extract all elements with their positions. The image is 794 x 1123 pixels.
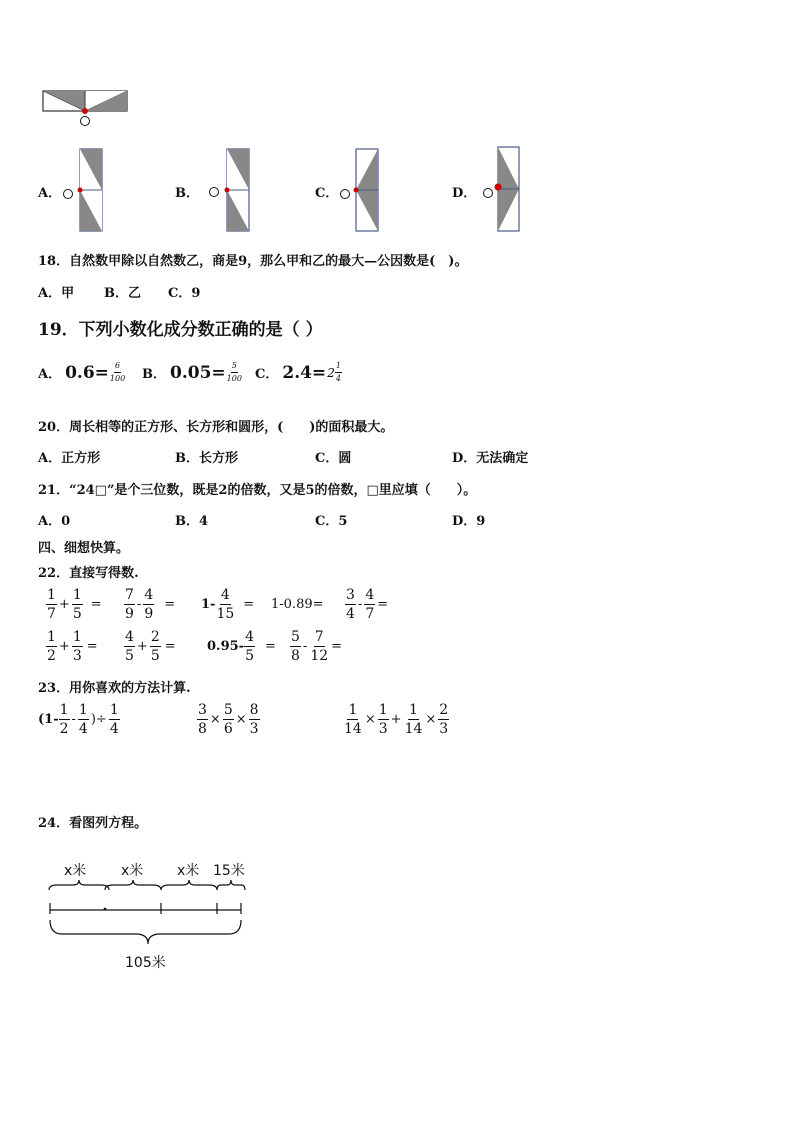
q17-original-figure [38,88,134,130]
q17-option-d-figure [478,144,528,236]
q19-a-label: A． [38,367,62,382]
q23-e2: $\frac{3}{8}$ × $\frac{5}{6}$ × $\frac{8}{3}$ [198,702,259,737]
q17-option-a-figure [60,146,110,236]
q18-option-b[interactable]: B．乙 [104,286,141,301]
q20-option-a[interactable]: A．正方形 [38,451,101,466]
q23-e1: (1- $\frac{1}{2}$ - $\frac{1}{4}$ )÷ $\frac{1}{4}$ [38,702,119,737]
q18-option-a[interactable]: A．甲 [38,286,75,301]
q17-option-c-label[interactable]: C． [315,186,339,201]
q22-r1-e3: 1- $\frac{4}{15}$ = [201,587,255,622]
q24-label-4: 15米 [213,863,245,879]
q20-option-b[interactable]: B．长方形 [175,451,238,466]
q17-option-c-figure [336,146,386,236]
q21-option-d[interactable]: D．9 [452,514,486,529]
q23-e3: $\frac{1}{14}$ × $\frac{1}{3}$ + $\frac{1}{14}$ × $\frac{2}{3}$ [344,702,449,737]
q17-option-b-label[interactable]: B． [175,186,199,201]
q19-b-label: B． [142,367,166,382]
q19-c-label: C． [255,367,279,382]
q21-question: 21．“24□”是个三位数，既是2的倍数，又是5的倍数，□里应填（ ）。 [38,483,477,498]
q20-option-d[interactable]: D．无法确定 [452,451,529,466]
q19-c-whole: 2 [327,365,335,380]
q24-title: 24．看图列方程。 [38,816,148,831]
q19-c-value: 2.4= [282,362,327,383]
q24-total-label: 105米 [125,955,166,971]
q22-r1-e1: $\frac{1}{7}$ + $\frac{1}{5}$ = [47,587,102,622]
q17-option-b-figure [205,146,255,236]
q22-r2-e1: $\frac{1}{2}$ + $\frac{1}{3}$ = [47,629,98,664]
q24-label-3: x米 [177,863,200,879]
q21-option-c[interactable]: C．5 [315,514,348,529]
q22-r2-e3: 0.95- $\frac{4}{5}$ = [207,629,276,664]
q19-question: 19．下列小数化成分数正确的是（ ） [38,320,323,340]
q24-segment-diagram [44,876,254,952]
q18-option-c[interactable]: C．9 [168,286,201,301]
q19-a-value: 0.6= [65,362,109,383]
q19-option-a[interactable] [38,362,126,383]
q23-title: 23．用你喜欢的方法计算. [38,681,191,696]
q22-r1-e4: 1-0.89= [271,597,324,612]
section-4-title: 四、细想快算。 [38,541,130,556]
q17-option-a-label[interactable]: A． [38,186,62,201]
q19-b-value: 0.05= [170,362,226,383]
q22-title: 22．直接写得数. [38,566,139,581]
q24-label-2: x米 [121,863,144,879]
q17-option-d-label[interactable]: D． [452,186,477,201]
q22-r1-e2: $\frac{7}{9}$ - $\frac{4}{9}$ = [125,587,176,622]
q20-option-c[interactable]: C．圆 [315,451,352,466]
q19-option-c[interactable] [255,362,342,383]
q22-r2-e2: $\frac{4}{5}$ + $\frac{2}{5}$ = [125,629,176,664]
q21-option-b[interactable]: B．4 [175,514,209,529]
q21-option-a[interactable]: A．0 [38,514,71,529]
q19-b-fraction: $\frac{5}{100}$ [226,361,242,383]
q22-r2-e4: $\frac{5}{8}$ - $\frac{7}{12}$ = [291,629,343,664]
q19-c-fraction: $\frac{1}{4}$ [335,361,341,383]
q19-a-fraction: $\frac{6}{100}$ [109,361,126,383]
q19-option-b[interactable] [142,362,243,383]
q18-question: 18．自然数甲除以自然数乙，商是9，那么甲和乙的最大—公因数是( )。 [38,254,468,269]
q20-question: 20．周长相等的正方形、长方形和圆形，( )的面积最大。 [38,420,394,435]
q22-r1-e5: $\frac{3}{4}$ - $\frac{4}{7}$ = [346,587,389,622]
q24-label-1: x米 [64,863,87,879]
